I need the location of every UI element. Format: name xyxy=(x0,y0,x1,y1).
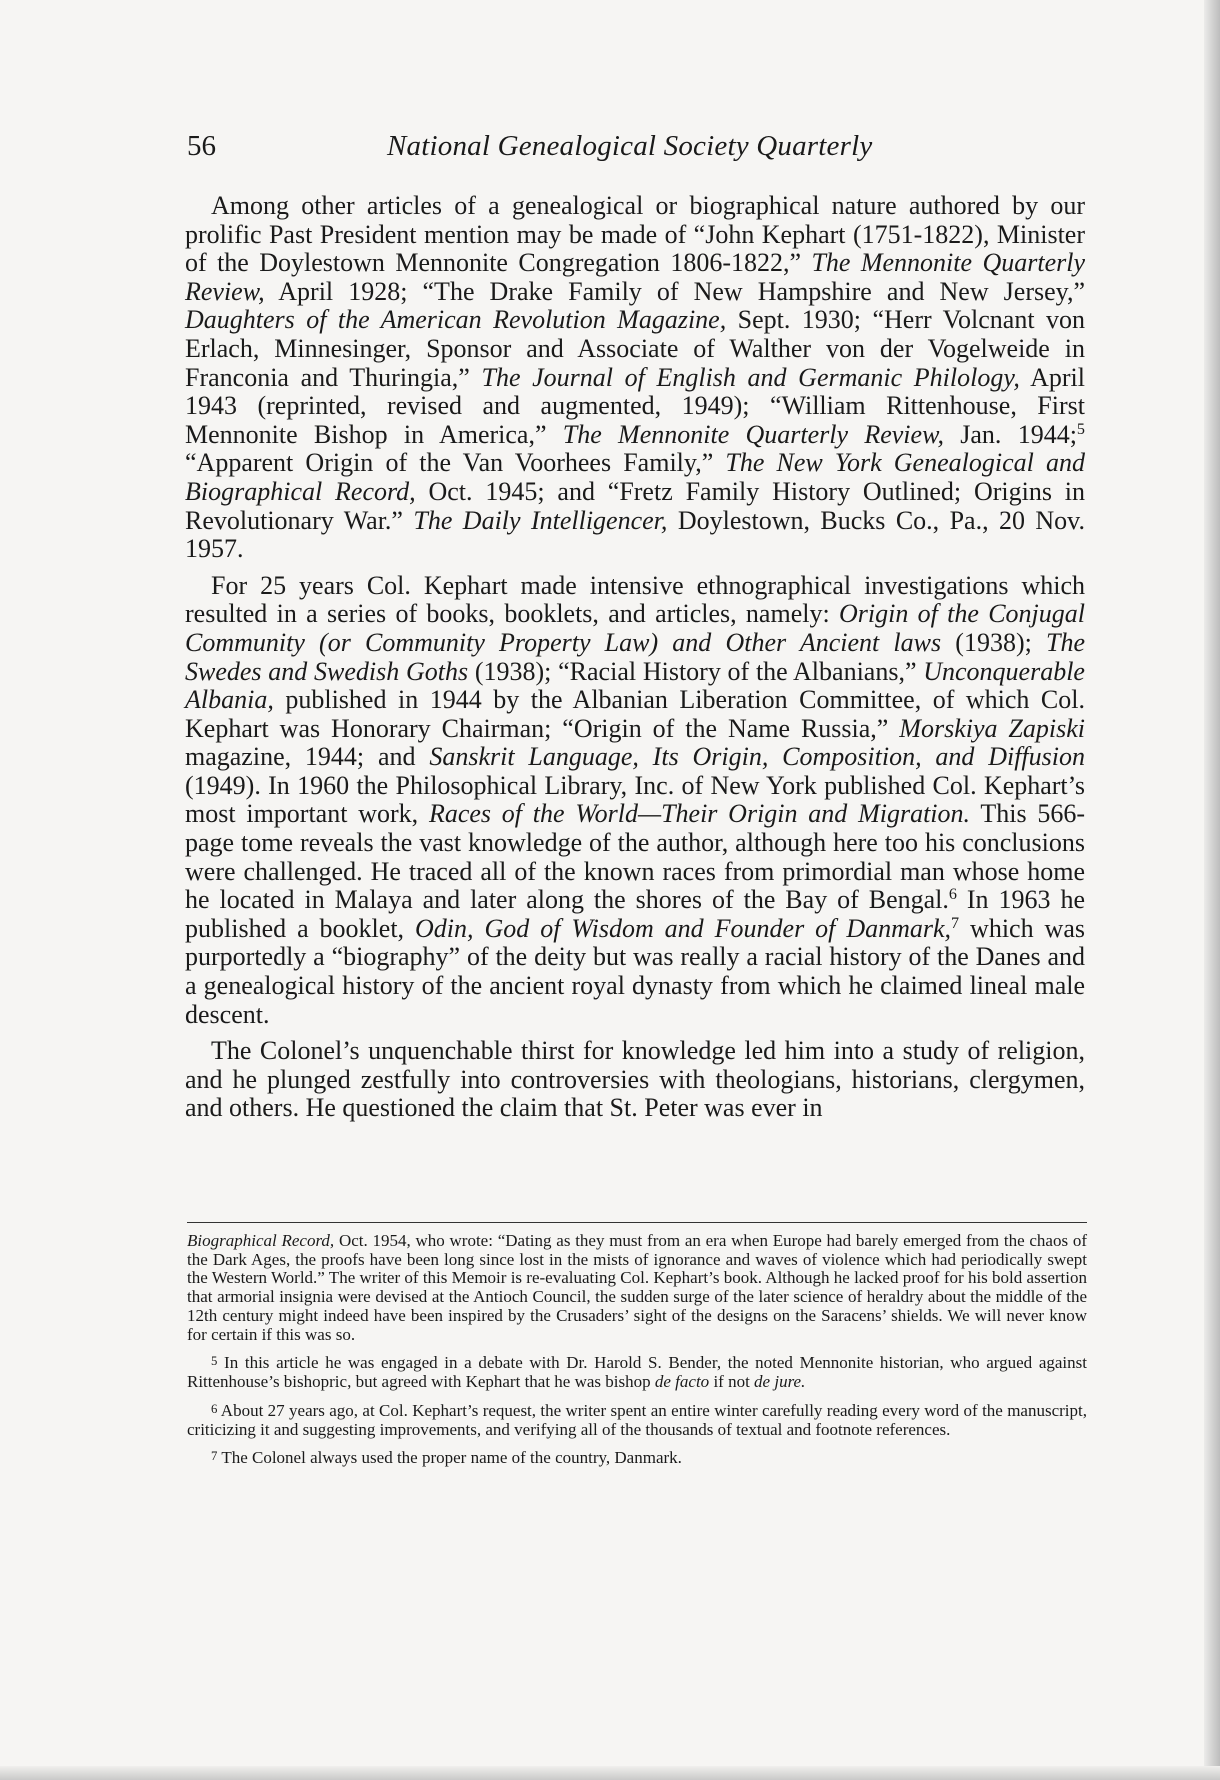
text-run: (1938); “Racial History of the Albanians,” xyxy=(468,656,924,686)
page-number: 56 xyxy=(187,130,216,162)
footnote-rule xyxy=(187,1222,1087,1223)
text-run: In 1963 he published a booklet, xyxy=(185,885,1085,943)
italic-title: The Journal of English and Germanic Philology, xyxy=(481,362,1020,392)
footnote-continued xyxy=(187,1232,1087,1344)
italic-title: Origin of the Conjugal Community (or Community Property Law) and Other Ancient laws xyxy=(185,599,1085,657)
italic-title: The Mennonite Quarterly Review, xyxy=(185,248,1085,306)
text-run: (1949). In 1960 the Philosophical Library, Inc. of New York published Col. Kephart’s most important work, xyxy=(185,770,1085,829)
text-run: Sept. 1930; “Herr Volcnant von Erlach, Minnesinger, Sponsor and Associate of Walther von der Vogelweide in Franconia and Thuringia,” xyxy=(185,305,1085,392)
text-run: About 27 years ago, at Col. Kephart’s request, the writer spent an entire winter carefully reading every word of the manuscript, criticizing it and suggesting improvements, and verifying all of the thousands of textual and footnote references. xyxy=(187,1401,1087,1439)
text-run: April 1928; “The Drake Family of New Hampshire and New Jersey,” xyxy=(264,276,1085,306)
text-run: magazine, 1944; and xyxy=(185,742,430,772)
text-run: The Colonel’s unquenchable thirst for knowledge led him into a study of religion, and he plunged zestfully into controversies with theologians, historians, clergymen, and others. He questioned the claim that St. Peter was ever in xyxy=(185,1036,1085,1123)
paragraph-1 xyxy=(185,192,1085,564)
text-run: This 566-page tome reveals the vast knowledge of the author, although here too his conclusions were challenged. He traced all of the known races from primordial man whose home he located in Malaya and later along the shores of the Bay of Bengal. xyxy=(185,799,1085,915)
italic-title: Morskiya Zapiski xyxy=(899,713,1085,743)
italic-title: The Daily Intelligencer, xyxy=(413,505,668,535)
page-edge-shadow-bottom xyxy=(0,1766,1220,1780)
footnote-mark: 7 xyxy=(211,1449,218,1464)
text-run: Oct. 1945; and “Fretz Family History Outlined; Origins in Revolutionary War.” xyxy=(185,476,1085,535)
text-run: For 25 years Col. Kephart made intensive ethnographical investigations which resulted in a series of books, booklets, and articles, namely: xyxy=(185,570,1085,629)
running-head: National Genealogical Society Quarterly xyxy=(387,130,873,162)
body-text xyxy=(185,192,1085,1131)
footnote-7 xyxy=(187,1447,1087,1468)
italic-title: The Swedes and Swedish Goths xyxy=(185,627,1085,686)
italic-title: Odin, God of Wisdom and Founder of Danmark, xyxy=(415,913,952,943)
italic-title: Unconquerable Albania, xyxy=(185,656,1085,715)
footnote-6 xyxy=(187,1400,1087,1440)
footnote-5 xyxy=(187,1352,1087,1392)
footnote-ref-7: 7 xyxy=(951,914,960,932)
text-run: “Apparent Origin of the Van Voorhees Family,” xyxy=(185,448,726,478)
text-run: which was purportedly a “biography” of the deity but was really a racial history of the Danes and a genealogical history of the ancient royal dynasty from which he claimed lineal male descent. xyxy=(185,913,1085,1029)
italic-title: Daughters of the American Revolution Magazine, xyxy=(185,305,727,335)
footnote-mark: 6 xyxy=(211,1401,218,1416)
text-run: In this article he was engaged in a debate with Dr. Harold S. Bender, the noted Mennonite historian, who argued against Rittenhouse’s bishopric, but agreed with Kephart that he was bishop xyxy=(187,1353,1087,1392)
italic-title: Biographical Record, xyxy=(187,1231,335,1250)
italic-title: Sanskrit Language, Its Origin, Composition, and Diffusion xyxy=(429,742,1085,772)
text-run: The Colonel always used the proper name of the country, Danmark. xyxy=(217,1448,682,1468)
text-run: Oct. 1954, who wrote: “Dating as they must from an era when Europe had barely emerged from the chaos of the Dark Ages, the proofs have been long since lost in the mists of ignorance and waves of violence which had periodically swept the Western World.” The writer of this Memoir is re-evaluating Col. Kephart’s book. Although he lacked proof for his bold assertion that armorial insignia were devised at the Antioch Council, the sudden surge of the later science of heraldry about the middle of the 12th century might indeed have been inspired by the Crusaders’ sight of the designs on the Saracens’ shields. We will never know for certain if this was so. xyxy=(187,1231,1087,1344)
footnotes xyxy=(187,1232,1087,1476)
text-run: April 1943 (reprinted, revised and augmented, 1949); “William Rittenhouse, First Mennonite Bishop in America,” xyxy=(185,362,1085,449)
text-run: Doylestown, Bucks Co., Pa., 20 Nov. 1957. xyxy=(185,505,1085,564)
text-run: Among other articles of a genealogical or biographical nature authored by our prolific Past President mention may be made of “John Kephart (1751-1822), Minister of the Doylestown Mennonite Congregation 1806-1822,” xyxy=(185,191,1085,278)
text-run: if not xyxy=(709,1372,755,1392)
text-run: Jan. 1944; xyxy=(943,419,1077,449)
footnote-ref-6: 6 xyxy=(948,886,957,904)
italic-title: The New York Genealogical and Biographical Record, xyxy=(185,448,1085,506)
paragraph-3 xyxy=(185,1037,1085,1123)
italic-term: de jure. xyxy=(754,1372,806,1392)
text-run: (1938); xyxy=(941,627,1046,657)
page-header xyxy=(187,130,1067,170)
text-run: published in 1944 by the Albanian Liberation Committee, of which Col. Kephart was Honorary Chairman; “Origin of the Name Russia,” xyxy=(185,685,1085,743)
italic-title: The Mennonite Quarterly Review, xyxy=(562,419,944,449)
italic-title: Races of the World—Their Origin and Migration. xyxy=(428,799,971,829)
italic-term: de facto xyxy=(654,1372,710,1392)
paragraph-2 xyxy=(185,572,1085,1030)
page-edge-shadow xyxy=(1204,0,1220,1780)
footnote-ref-5: 5 xyxy=(1076,420,1085,438)
footnote-mark: 5 xyxy=(211,1354,218,1369)
